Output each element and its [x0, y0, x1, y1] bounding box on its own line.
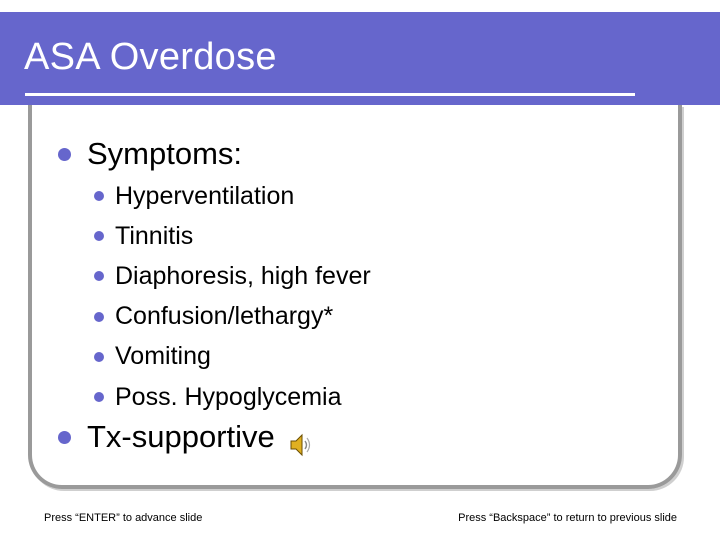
bullet-symptoms [58, 136, 242, 172]
list-item [94, 337, 371, 377]
list-item [94, 176, 371, 216]
title-underline [25, 93, 635, 96]
bullet-dot-icon [94, 392, 104, 402]
list-item-label: Poss. Hypoglycemia [115, 382, 342, 411]
list-item-label: Diaphoresis, high fever [115, 261, 371, 290]
bullet-dot-icon [58, 431, 71, 444]
list-item-label: Confusion/lethargy* [115, 302, 334, 331]
footer-advance-hint: Press “ENTER” to advance slide [44, 512, 203, 524]
list-item-label: Hyperventilation [115, 181, 295, 210]
bullet-dot-icon [94, 231, 104, 241]
list-item [94, 377, 371, 417]
list-item [94, 256, 371, 296]
list-item [94, 216, 371, 256]
bullet-symptoms-label: Symptoms: [87, 136, 243, 171]
speaker-icon[interactable] [289, 432, 313, 458]
bullet-dot-icon [94, 312, 104, 322]
symptoms-list [94, 176, 371, 417]
bullet-dot-icon [94, 352, 104, 362]
list-item [94, 297, 371, 337]
bullet-dot-icon [94, 271, 104, 281]
bullet-treatment [58, 419, 275, 455]
bullet-dot-icon [94, 191, 104, 201]
bullet-treatment-label: Tx-supportive [87, 419, 275, 454]
slide-title: ASA Overdose [24, 36, 277, 78]
list-item-label: Vomiting [115, 342, 211, 371]
list-item-label: Tinnitis [115, 221, 194, 250]
footer-back-hint: Press “Backspace” to return to previous slide [458, 512, 677, 524]
bullet-dot-icon [58, 148, 71, 161]
